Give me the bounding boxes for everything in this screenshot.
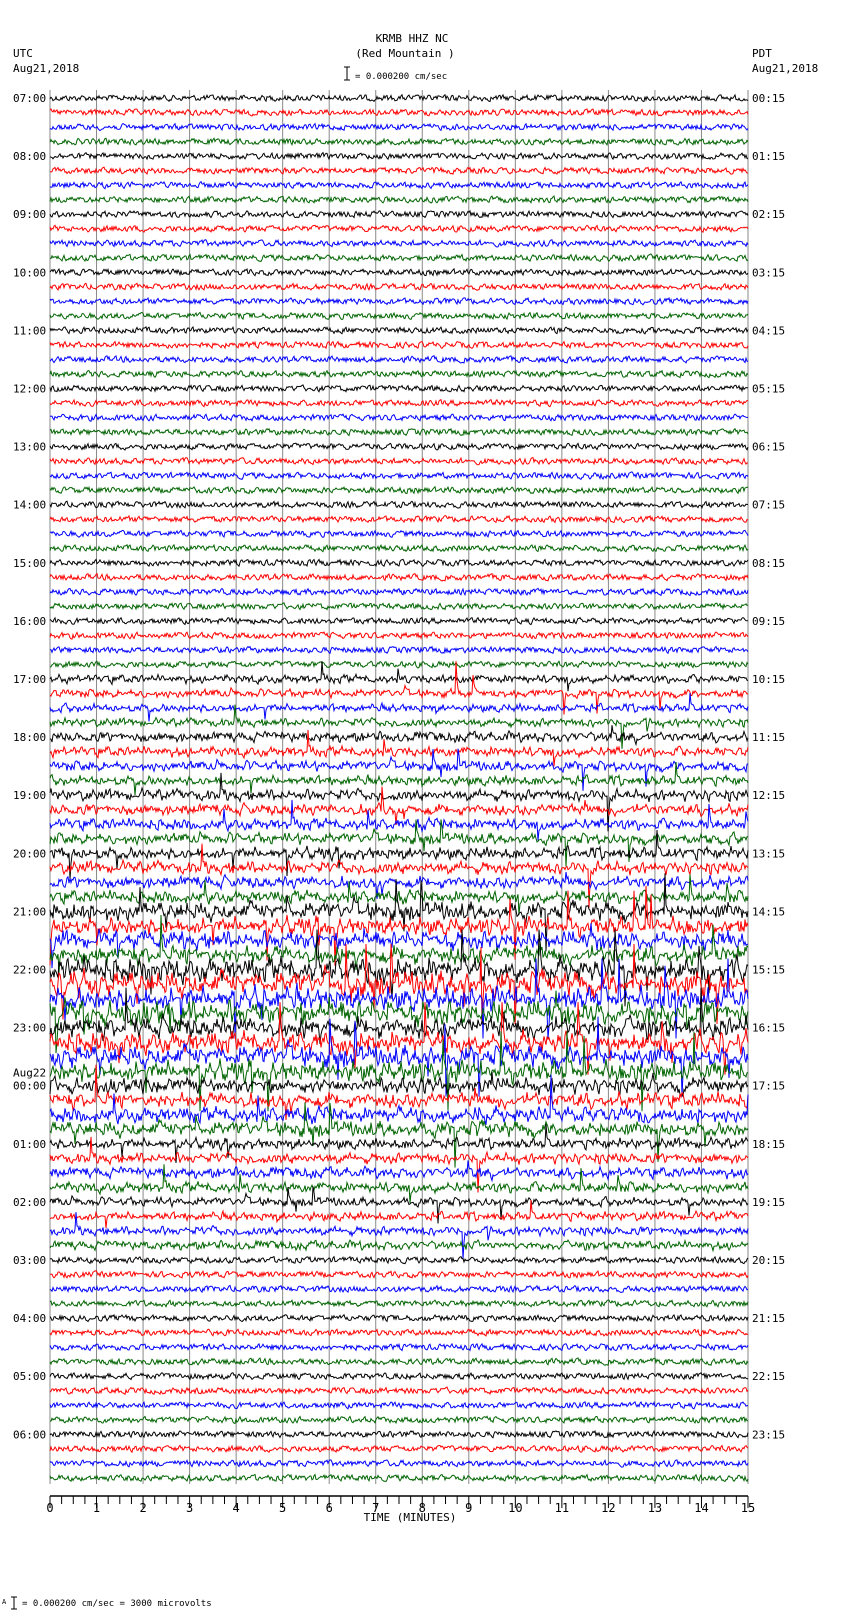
left-date: Aug21,2018 [13,62,80,75]
seismic-trace [50,661,748,668]
utc-hour-label: 12:00 [13,382,47,396]
seismic-trace [50,574,748,581]
utc-hour-label: 19:00 [13,789,47,803]
seismic-trace [50,1358,748,1365]
x-tick-label: 9 [465,1501,473,1515]
utc-hour-label: 04:00 [13,1312,47,1326]
pdt-hour-label: 05:15 [752,382,786,396]
utc-hour-label: 18:00 [13,731,47,745]
utc-hour-label: 17:00 [13,673,47,686]
pdt-hour-label: 20:15 [752,1254,786,1267]
pdt-hour-label: 22:15 [752,1370,786,1384]
seismic-trace [50,1344,748,1351]
traces [50,95,748,1482]
seismic-trace [50,458,748,465]
pdt-hour-label: 10:15 [752,673,786,686]
pdt-hour-label: 02:15 [752,208,786,222]
seismic-trace [50,196,748,203]
pdt-hour-label: 18:15 [752,1137,786,1151]
seismic-trace [50,153,748,160]
seismic-trace [50,414,748,421]
seismic-trace [50,269,748,276]
seismic-trace [50,225,748,232]
date-change-label: Aug22 [13,1066,47,1080]
seismic-trace [50,516,748,523]
pdt-hour-label: 00:15 [752,92,786,105]
seismic-trace [50,749,748,791]
utc-hour-label: 08:00 [13,150,47,164]
seismic-trace [50,1315,748,1322]
pdt-hour-label: 11:15 [752,731,786,745]
utc-hour-label: 10:00 [13,266,47,280]
seismic-trace [50,124,748,131]
station-title: KRMB HHZ NC [375,32,449,45]
x-tick-label: 5 [279,1501,287,1515]
utc-hour-label: 16:00 [13,614,47,628]
utc-hour-label: 20:00 [13,847,47,861]
seismic-trace [50,327,748,334]
seismic-trace [50,618,748,625]
seismic-trace [50,138,748,145]
utc-hour-label: 14:00 [13,498,47,512]
seismic-trace [50,819,748,866]
seismic-trace [50,254,748,262]
seismic-trace [50,588,748,595]
seismic-trace [50,800,748,841]
seismic-trace [50,443,748,450]
seismic-trace [50,182,748,189]
utc-hour-label: 15:00 [13,556,47,570]
scale-bar-icon [344,67,350,80]
pdt-hour-label: 09:15 [752,614,786,628]
seismic-trace [50,1160,748,1180]
seismic-trace [50,1065,748,1120]
scale-text: = 0.000200 cm/sec [355,72,448,82]
seismic-trace [50,211,748,218]
utc-hour-label: 07:00 [13,92,47,105]
seismic-trace [50,1373,748,1380]
x-tick-label: 10 [508,1501,523,1515]
x-tick-label: 7 [372,1501,380,1515]
pdt-hour-label: 06:15 [752,440,786,454]
footer-scale-text: = 0.000200 cm/sec = 3000 microvolts [22,1599,212,1609]
seismic-trace [50,1431,748,1438]
seismic-trace [50,559,748,566]
seismic-trace [50,1445,748,1452]
x-tick-label: 6 [325,1501,333,1515]
seismic-trace [50,661,748,714]
seismic-trace [50,1164,748,1203]
seismic-trace [50,429,748,436]
x-tick-label: 13 [647,1501,663,1515]
seismic-trace [50,632,748,639]
footer-prefix: A [2,1598,7,1606]
seismic-trace [50,109,748,116]
seismic-trace [50,1271,748,1278]
x-tick-label: 8 [418,1501,426,1515]
seismic-trace [50,1102,748,1167]
seismic-trace [50,298,748,305]
seismic-trace [50,95,748,102]
seismic-trace [50,1402,748,1409]
utc-hour-label: 23:00 [13,1021,47,1035]
seismic-trace [50,1257,748,1264]
station-location: (Red Mountain ) [355,47,455,60]
utc-hour-label: 03:00 [13,1254,47,1267]
x-tick-label: 15 [740,1501,756,1515]
seismic-trace [50,647,748,654]
seismic-trace [50,1460,748,1467]
pdt-hour-label: 12:15 [752,789,786,803]
pdt-hour-label: 08:15 [752,556,786,570]
seismic-trace [50,342,748,349]
seismic-trace [50,472,748,480]
seismic-trace [50,1300,748,1307]
seismic-trace [50,1387,748,1394]
utc-hour-label: 01:00 [13,1137,47,1151]
x-tick-label: 3 [185,1501,194,1515]
seismic-trace [50,603,748,610]
utc-hour-label: 13:00 [13,440,47,454]
x-tick-label: 2 [139,1501,147,1515]
utc-hour-label: 22:00 [13,963,47,977]
seismic-trace [50,693,748,721]
utc-hour-label: 11:00 [13,324,47,338]
seismic-trace [50,1329,748,1336]
utc-hour-label: 05:00 [13,1370,47,1384]
seismic-trace [50,400,748,407]
seismic-trace [50,545,748,552]
pdt-hour-label: 01:15 [752,150,786,164]
seismic-trace [50,705,748,749]
seismic-trace [50,1286,748,1293]
seismic-trace [50,725,748,744]
utc-hour-label: 09:00 [13,208,47,222]
pdt-hour-label: 21:15 [752,1312,786,1326]
seismic-trace [50,1416,748,1423]
seismic-trace [50,356,748,363]
footer-scale-bar-icon [11,1597,17,1609]
pdt-hour-label: 04:15 [752,324,786,338]
seismic-trace [50,501,748,508]
x-tick-label: 12 [601,1501,616,1515]
seismic-trace [50,1240,748,1251]
seismic-trace [50,167,748,174]
x-tick-label: 0 [46,1501,54,1515]
pdt-hour-label: 14:15 [752,905,786,919]
right-timezone: PDT [752,47,772,60]
pdt-hour-label: 23:15 [752,1428,786,1442]
seismic-trace [50,1475,748,1482]
utc-hour-label: 02:00 [13,1195,47,1209]
seismic-trace [50,530,748,537]
utc-hour-label: 21:00 [13,905,47,919]
pdt-hour-label: 16:15 [752,1021,786,1035]
left-timezone: UTC [13,47,33,60]
pdt-hour-label: 17:15 [752,1079,786,1093]
seismic-trace [50,283,748,290]
pdt-hour-label: 13:15 [752,847,786,861]
seismic-trace [50,487,748,494]
utc-hour-label: 06:00 [13,1428,47,1442]
seismic-trace [50,313,748,320]
seismic-trace [50,385,748,392]
x-tick-label: 11 [554,1501,570,1515]
pdt-hour-label: 15:15 [752,963,786,977]
x-tick-label: 14 [694,1501,709,1515]
seismic-trace [50,371,748,378]
seismic-trace [50,240,748,247]
seismic-trace [50,773,748,831]
utc-hour-label: 00:00 [13,1079,47,1093]
pdt-hour-label: 07:15 [752,498,786,512]
x-tick-label: 4 [232,1501,240,1515]
pdt-hour-label: 03:15 [752,266,786,280]
right-date: Aug21,2018 [752,62,819,75]
pdt-hour-label: 19:15 [752,1195,786,1209]
x-tick-label: 1 [92,1501,101,1515]
x-axis-label: TIME (MINUTES) [363,1511,457,1524]
